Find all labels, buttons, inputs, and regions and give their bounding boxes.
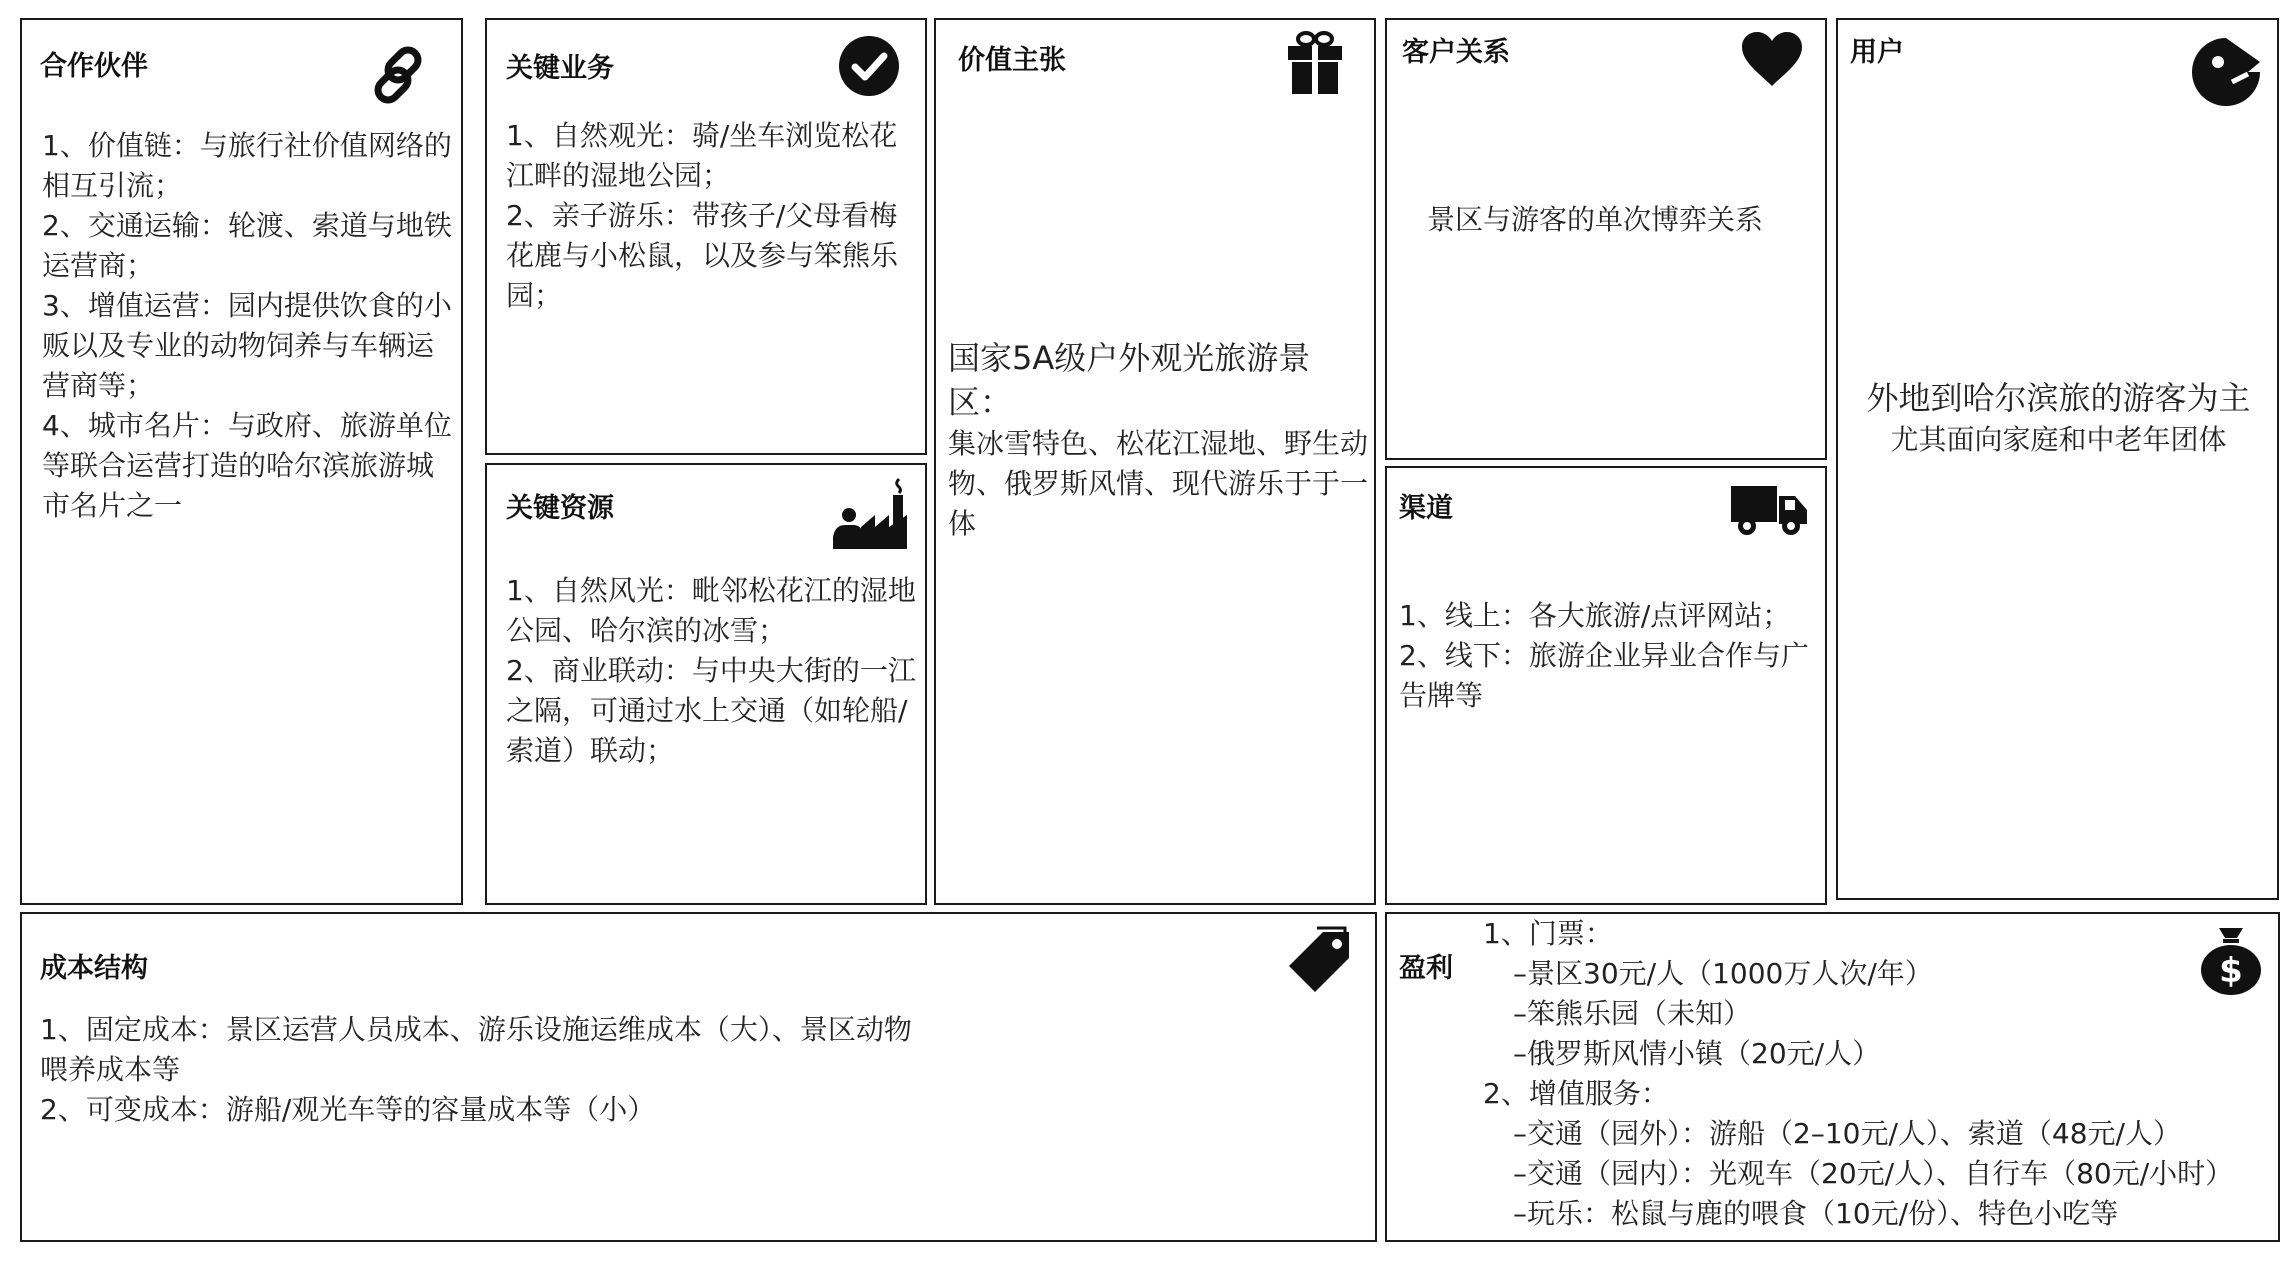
checkmark-circle-icon: [837, 34, 901, 98]
partners-item: 1、价值链：与旅行社价值网络的相互引流；: [42, 129, 452, 202]
cost-structure-item: 1、固定成本：景区运营人员成本、游乐设施运维成本（大）、景区动物喂养成本等: [40, 1013, 912, 1086]
revenue-item: –笨熊乐园（未知）: [1513, 997, 1752, 1030]
partners-list: [42, 126, 454, 526]
key-resources-item: 1、自然风光：毗邻松花江的湿地公园、哈尔滨的冰雪；: [506, 574, 916, 647]
revenue-item: –玩乐：松鼠与鹿的喂食（10元/份）、特色小吃等: [1513, 1197, 2119, 1230]
cost-structure-item: 2、可变成本：游船/观光车等的容量成本等（小）: [40, 1093, 656, 1126]
value-proposition-headline: 国家5A级户外观光旅游景区：: [948, 339, 1311, 421]
revenue-list: [1483, 914, 2233, 1234]
svg-text:$: $: [2219, 951, 2243, 991]
partners-item: 4、城市名片：与政府、旅游单位等联合运营打造的哈尔滨旅游城市名片之一: [42, 409, 452, 522]
gift-icon: [1286, 30, 1344, 96]
revenue-title: 盈利: [1399, 953, 1453, 984]
cost-structure-box: [20, 912, 1377, 1242]
revenue-item: 1、门票：: [1483, 917, 1613, 950]
revenue-item: –俄罗斯风情小镇（20元/人）: [1513, 1037, 1881, 1070]
partners-item: 2、交通运输：轮渡、索道与地铁运营商；: [42, 209, 452, 282]
key-activities-title: 关键业务: [506, 53, 614, 84]
partners-title: 合作伙伴: [40, 51, 148, 82]
revenue-box: [1385, 912, 2280, 1242]
key-resources-list: [506, 571, 921, 771]
key-activities-box: [485, 18, 927, 455]
customer-segments-text: 尤其面向家庭和中老年团体: [1890, 423, 2227, 456]
factory-worker-icon: [831, 477, 909, 553]
customer-segments-title: 用户: [1850, 37, 1904, 68]
key-activities-item: 2、亲子游乐：带孩子/父母看梅花鹿与小松鼠，以及参与笨熊乐园；: [506, 199, 899, 312]
partners-box: [20, 18, 463, 905]
customer-segments-headline: 外地到哈尔滨旅的游客为主: [1866, 379, 2251, 417]
key-activities-list: [506, 116, 916, 316]
value-proposition-content: [948, 336, 1368, 544]
value-proposition-text: 集冰雪特色、松花江湿地、野生动物、俄罗斯风情、现代游乐于于一体: [948, 427, 1369, 540]
value-proposition-box: [934, 18, 1376, 905]
customer-relationships-box: [1385, 18, 1827, 460]
price-tag-icon: [1287, 926, 1355, 994]
face-icon: [2188, 34, 2264, 110]
revenue-item: –景区30元/人（1000万人次/年）: [1513, 957, 1933, 990]
revenue-item: 2、增值服务：: [1483, 1077, 1669, 1110]
value-proposition-title: 价值主张: [958, 45, 1066, 76]
channels-title: 渠道: [1399, 493, 1453, 524]
truck-icon: [1729, 482, 1809, 538]
channels-item: 1、线上：各大旅游/点评网站；: [1399, 599, 1791, 632]
key-resources-item: 2、商业联动：与中央大街的一江之隔，可通过水上交通（如轮船/索道）联动；: [506, 654, 916, 767]
partners-item: 3、增值运营：园内提供饮食的小贩以及专业的动物饲养与车辆运营商等；: [42, 289, 452, 402]
customer-segments-box: [1836, 18, 2279, 900]
link-icon: [365, 42, 431, 108]
customer-relationships-title: 客户关系: [1402, 37, 1510, 68]
key-activities-item: 1、自然观光：骑/坐车浏览松花江畔的湿地公园；: [506, 119, 898, 192]
key-resources-title: 关键资源: [506, 493, 614, 524]
key-resources-box: [485, 463, 927, 905]
revenue-item: –交通（园内）：光观车（20元/人）、自行车（80元/小时）: [1513, 1157, 2234, 1190]
channels-box: [1385, 466, 1827, 905]
cost-structure-title: 成本结构: [40, 953, 148, 984]
customer-segments-content: [1848, 376, 2269, 460]
channels-item: 2、线下：旅游企业异业合作与广告牌等: [1399, 639, 1809, 712]
cost-structure-list: [40, 1010, 920, 1130]
revenue-item: –交通（园外）：游船（2–10元/人）、索道（48元/人）: [1513, 1117, 2181, 1150]
customer-relationships-content: [1427, 200, 1763, 240]
heart-icon: [1740, 30, 1804, 88]
customer-relationships-text: 景区与游客的单次博弈关系: [1427, 203, 1764, 236]
channels-list: [1399, 596, 1814, 716]
